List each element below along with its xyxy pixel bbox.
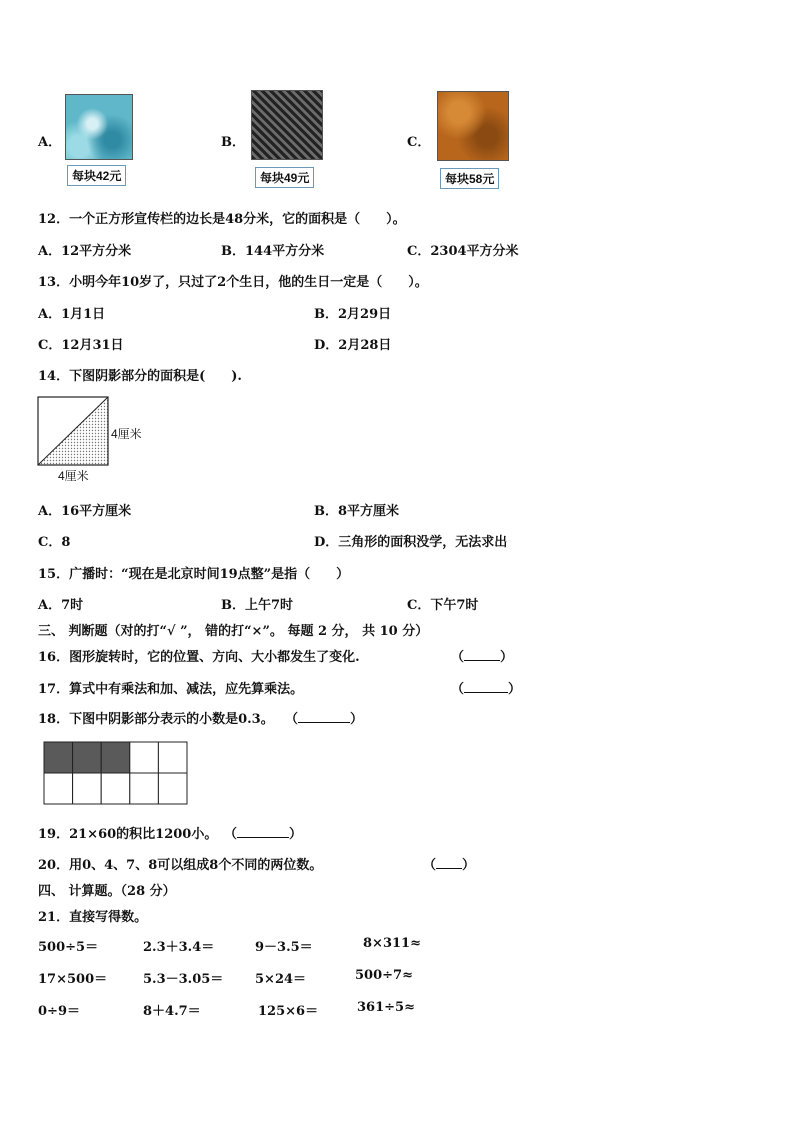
q12-option-a: A．12平方分米 (38, 244, 132, 259)
grid-cell (158, 742, 187, 773)
calc-item: 5×24＝ (255, 972, 307, 987)
q19-answer-blank[interactable] (224, 823, 302, 842)
grid-cell (101, 773, 130, 804)
calc-item: 9－3.5＝ (255, 940, 313, 955)
q13-text: 13．小明今年10岁了，只过了2个生日，他的生日一定是（ ）。 (38, 275, 428, 290)
q11-option-a-letter: A． (38, 135, 62, 150)
q14-square-diagram (37, 396, 109, 466)
tile-image-b (251, 90, 323, 160)
q20-answer-blank[interactable] (423, 854, 475, 873)
answer-line (298, 722, 350, 723)
q14-option-d: D．三角形的面积没学，无法求出 (314, 535, 508, 550)
paren-left: （ (285, 712, 299, 727)
q15-text: 15．广播时：“现在是北京时间19点整”是指（ ） (38, 567, 350, 582)
q14-label-right: 4厘米 (111, 427, 142, 441)
q14-option-b: B．8平方厘米 (314, 504, 400, 519)
q13-option-b: B．2月29日 (314, 307, 392, 322)
calc-item: 5.3－3.05＝ (143, 972, 224, 987)
section-4-heading: 四、 计算题。（28 分） (38, 884, 176, 899)
q19-text: 19．21×60的积比1200小。 (38, 827, 218, 842)
section-3-heading: 三、 判断题（对的打“√ ”， 错的打“×”。 每题 2 分， 共 10 分） (38, 624, 429, 639)
grid-cell (73, 773, 102, 804)
q18-decimal-grid (43, 741, 189, 805)
paren-left: （ (224, 827, 238, 842)
calc-item: 8＋4.7＝ (143, 1004, 201, 1019)
q14-label-bottom: 4厘米 (58, 469, 89, 483)
price-tag-a: 每块42元 (67, 165, 126, 186)
grid-cell-shaded (73, 742, 102, 773)
paren-right: ） (508, 682, 522, 697)
q13-option-d: D．2月28日 (314, 338, 392, 353)
grid-cell (44, 773, 73, 804)
answer-line (436, 868, 462, 869)
q13-option-a: A．1月1日 (38, 307, 106, 322)
q16-text: 16．图形旋转时，它的位置、方向、大小都发生了变化. (38, 650, 360, 665)
grid-cell-shaded (101, 742, 130, 773)
paren-left: （ (451, 650, 465, 665)
paren-right: ） (350, 712, 364, 727)
q12-text: 12．一个正方形宣传栏的边长是48分米，它的面积是（ ）。 (38, 212, 406, 227)
q12-option-c: C．2304平方分米 (407, 244, 519, 259)
q14-option-c: C．8 (38, 535, 71, 550)
q15-option-a: A．7时 (38, 598, 84, 613)
q17-answer-blank[interactable] (451, 678, 521, 697)
q14-option-a: A．16平方厘米 (38, 504, 132, 519)
calc-item: 361÷5≈ (357, 1000, 415, 1015)
calc-item: 500÷5＝ (38, 940, 99, 955)
q20-text: 20．用0、4、7、8可以组成8个不同的两位数。 (38, 858, 323, 873)
q16-answer-blank[interactable] (451, 646, 513, 665)
answer-line (464, 692, 508, 693)
q15-option-b: B．上午7时 (221, 598, 294, 613)
grid-cell (158, 773, 187, 804)
paren-left: （ (451, 682, 465, 697)
tile-image-a (65, 94, 133, 160)
calc-item: 2.3＋3.4＝ (143, 940, 215, 955)
tile-image-c (437, 91, 509, 161)
calc-item: 125×6＝ (258, 1004, 319, 1019)
q17-text: 17．算式中有乘法和加、减法，应先算乘法。 (38, 682, 304, 697)
answer-line (464, 660, 500, 661)
q18-answer-blank[interactable] (285, 708, 363, 727)
q21-text: 21．直接写得数。 (38, 910, 148, 925)
q15-option-c: C．下午7时 (407, 598, 479, 613)
q18-text: 18．下图中阴影部分表示的小数是0.3。 (38, 712, 274, 727)
calc-item: 0÷9＝ (38, 1004, 80, 1019)
q11-option-b-letter: B． (221, 135, 245, 150)
calc-item: 17×500＝ (38, 972, 108, 987)
calc-item: 500÷7≈ (355, 968, 413, 983)
paren-right: ） (500, 650, 514, 665)
answer-line (237, 837, 289, 838)
grid-cell (130, 742, 159, 773)
grid-cell (130, 773, 159, 804)
price-tag-b: 每块49元 (255, 167, 314, 188)
price-tag-c: 每块58元 (440, 168, 499, 189)
paren-left: （ (423, 858, 437, 873)
paren-right: ） (289, 827, 303, 842)
q14-text: 14．下图阴影部分的面积是( ). (38, 369, 242, 384)
q11-option-c-letter: C． (407, 135, 431, 150)
q12-option-b: B．144平方分米 (221, 244, 325, 259)
q13-option-c: C．12月31日 (38, 338, 124, 353)
calc-item: 8×311≈ (363, 936, 421, 951)
paren-right: ） (462, 858, 476, 873)
grid-cell-shaded (44, 742, 73, 773)
